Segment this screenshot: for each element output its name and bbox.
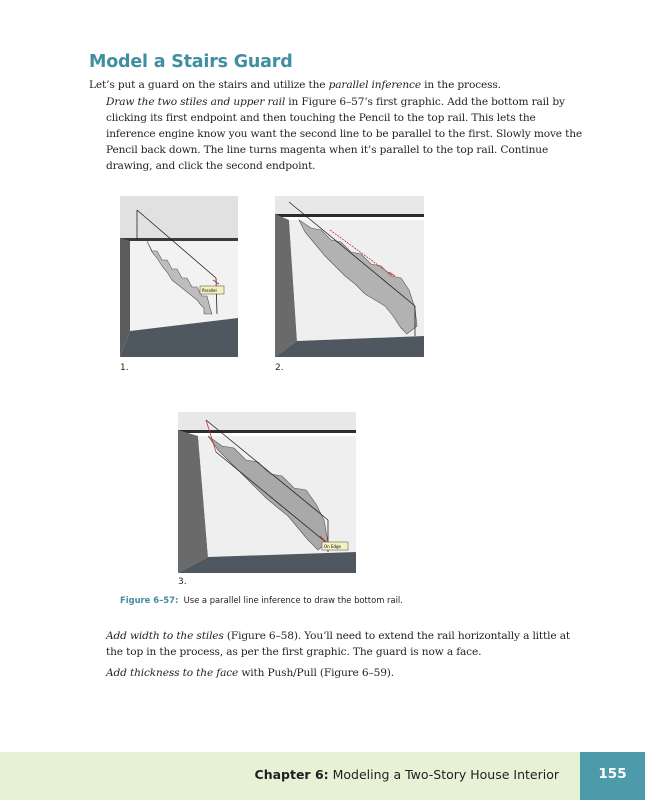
figure-1-number: 1. [120,363,129,373]
parallel-tooltip: Parallel [202,288,217,293]
step-draw-stiles [106,94,584,174]
page-number-box [580,752,645,800]
figure-2-image [275,196,424,357]
step-emphasis: Add thickness to the face [106,667,239,679]
step-text: with Push/Pull (Figure 6–59). [238,667,394,679]
figure-2-number: 2. [275,363,284,373]
chapter-name: Modeling a Two-Story House Interior [328,767,559,782]
chapter-label: Chapter 6: [254,767,329,782]
section-heading: Model a Stairs Guard [89,52,293,72]
chapter-title [255,767,559,782]
figure-caption [120,595,403,605]
intro-text-end: in the process. [420,79,501,91]
figure-3-number: 3. [178,577,187,587]
step-text: (Figure 6–58). You’ll need to extend the rail horizontally a little at the top in the process, as per the first graphic. The guard is now a face. [106,630,570,658]
step-emphasis: Draw the two stiles and upper rail [106,96,286,108]
step-text: in Figure 6–57’s first graphic. Add the bottom rail by clicking its first endpoint and then touching the Pencil to the top rail. This lets the inference engine know you want the second line to be parallel to the first. Slowly move the Pencil back down. The line turns magenta when it’s parallel to the top rail. Continue drawing, and click the second endpoint. [106,96,583,172]
step-add-thickness [106,665,584,681]
caption-label: Figure 6–57: [120,595,179,605]
step-emphasis: Add width to the stiles [106,630,224,642]
intro-emphasis: parallel inference [328,79,421,91]
on-edge-tooltip: On Edge [324,544,342,549]
figure-1-image [120,196,238,357]
figure-3-image [178,412,356,573]
footer-band [0,752,580,800]
intro-paragraph [89,77,589,93]
caption-text: Use a parallel line inference to draw the bottom rail. [183,595,403,605]
intro-text: Let’s put a guard on the stairs and utilize the [89,79,329,91]
step-add-width [106,628,584,660]
page-number: 155 [598,766,627,782]
